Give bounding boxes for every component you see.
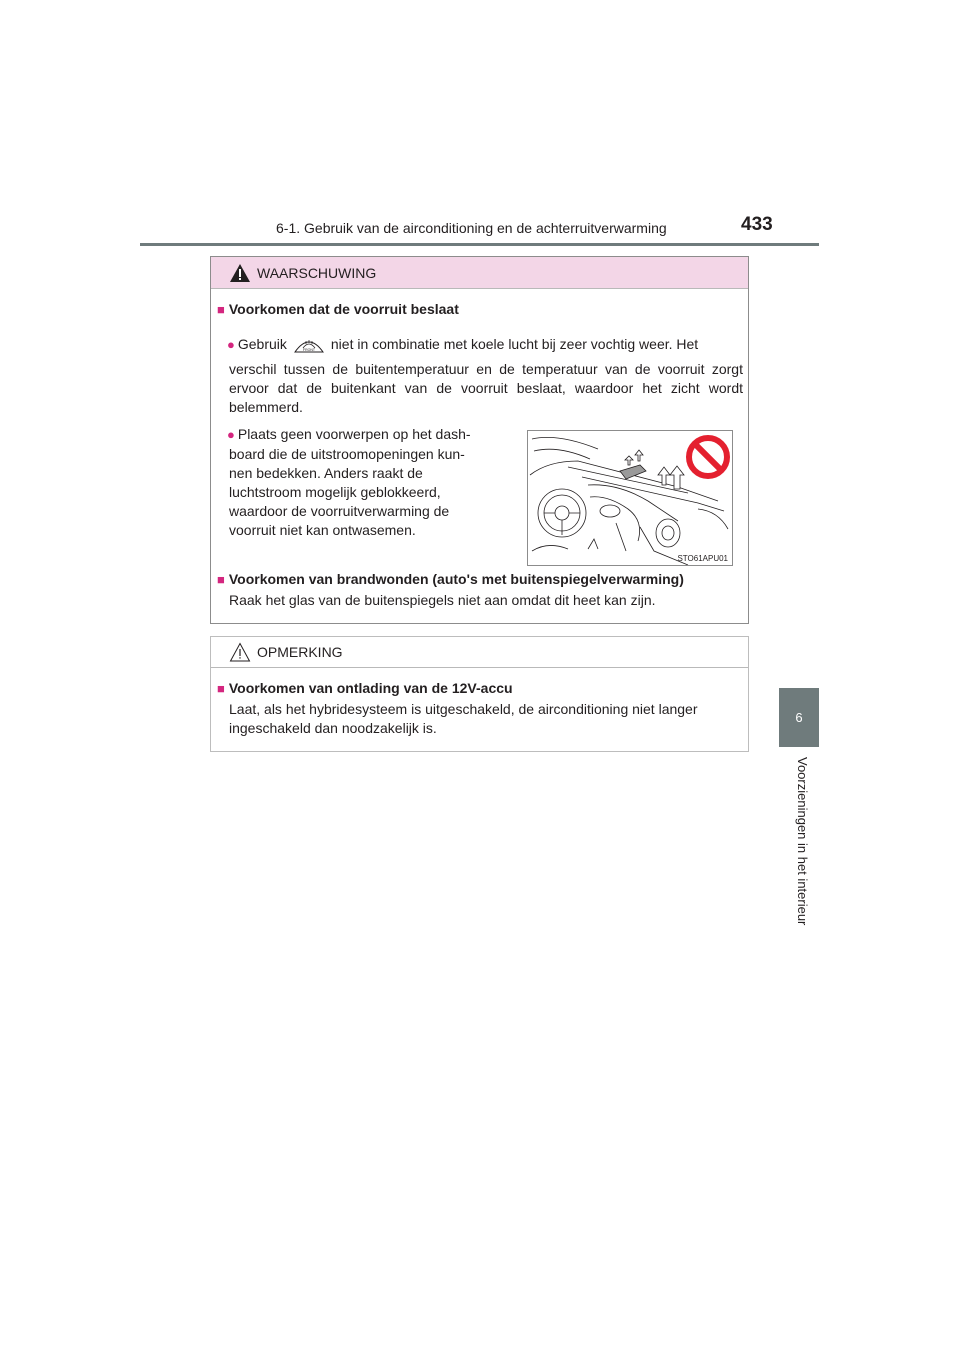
section-fogging-title: ■ Voorkomen dat de voorruit beslaat xyxy=(217,301,459,317)
section-marker-icon: ■ xyxy=(217,572,225,587)
section-battery-text: Laat, als het hybridesysteem is uitgeschakeld, de airconditioning niet langer ingeschakeld dan noodzakelijk is. xyxy=(229,701,698,736)
section-burns-title: ■ Voorkomen van brandwonden (auto's met buitenspiegelverwarming) xyxy=(217,571,684,587)
dashboard-illustration xyxy=(527,430,733,566)
svg-text:FRONT: FRONT xyxy=(302,348,315,353)
section-title: 6-1. Gebruik van de airconditioning en de achterruitverwarming xyxy=(276,220,667,236)
notice-heading: OPMERKING xyxy=(257,644,343,660)
warning-triangle-icon xyxy=(229,263,251,283)
bullet-defrost: ● Gebruik FRONT niet in combinatie met koele lucht bij zeer vochtig weer. Het xyxy=(227,336,699,353)
bullet-defrost-continuation: verschil tussen de buitentemperatuur en de temperatuur van de voorruit zorgt ervoor dat de buitenkant van de voorruit beslaat, waardoor het zicht wordt belemmerd. xyxy=(229,361,743,415)
front-defroster-button-icon xyxy=(293,336,325,354)
bullet-dashboard-text: board die de uitstroomopeningen kun- nen bedekken. Anders raakt de luchtstroom mogelijk geblokkeerd, waardoor de voorruitverwarming de voorruit niet kan ontwasemen. xyxy=(229,446,465,538)
notice-header xyxy=(211,637,748,668)
section-burns-text: Raak het glas van de buitenspiegels niet aan omdat dit heet kan zijn. xyxy=(229,592,656,608)
section-battery-title: ■ Voorkomen van ontlading van de 12V-accu xyxy=(217,680,513,696)
notice-box xyxy=(210,636,749,752)
chapter-tab xyxy=(779,688,819,747)
bullet-icon: ● xyxy=(227,427,235,442)
section-marker-icon: ■ xyxy=(217,681,225,696)
section-marker-icon: ■ xyxy=(217,302,225,317)
dashboard-drawing xyxy=(528,431,732,565)
chapter-number: 6 xyxy=(795,710,803,725)
warning-box xyxy=(210,256,749,624)
bullet-dashboard: ● Plaats geen voorwerpen op het dash- xyxy=(227,426,471,442)
warning-heading: WAARSCHUWING xyxy=(257,264,377,281)
figure-code: STO61APU01 xyxy=(677,554,728,563)
notice-triangle-icon xyxy=(229,642,251,662)
bullet-icon: ● xyxy=(227,337,235,352)
page-number: 433 xyxy=(741,214,773,235)
warning-header xyxy=(211,257,748,289)
header-divider xyxy=(140,243,819,246)
chapter-label: Voorzieningen in het interieur xyxy=(795,757,810,926)
